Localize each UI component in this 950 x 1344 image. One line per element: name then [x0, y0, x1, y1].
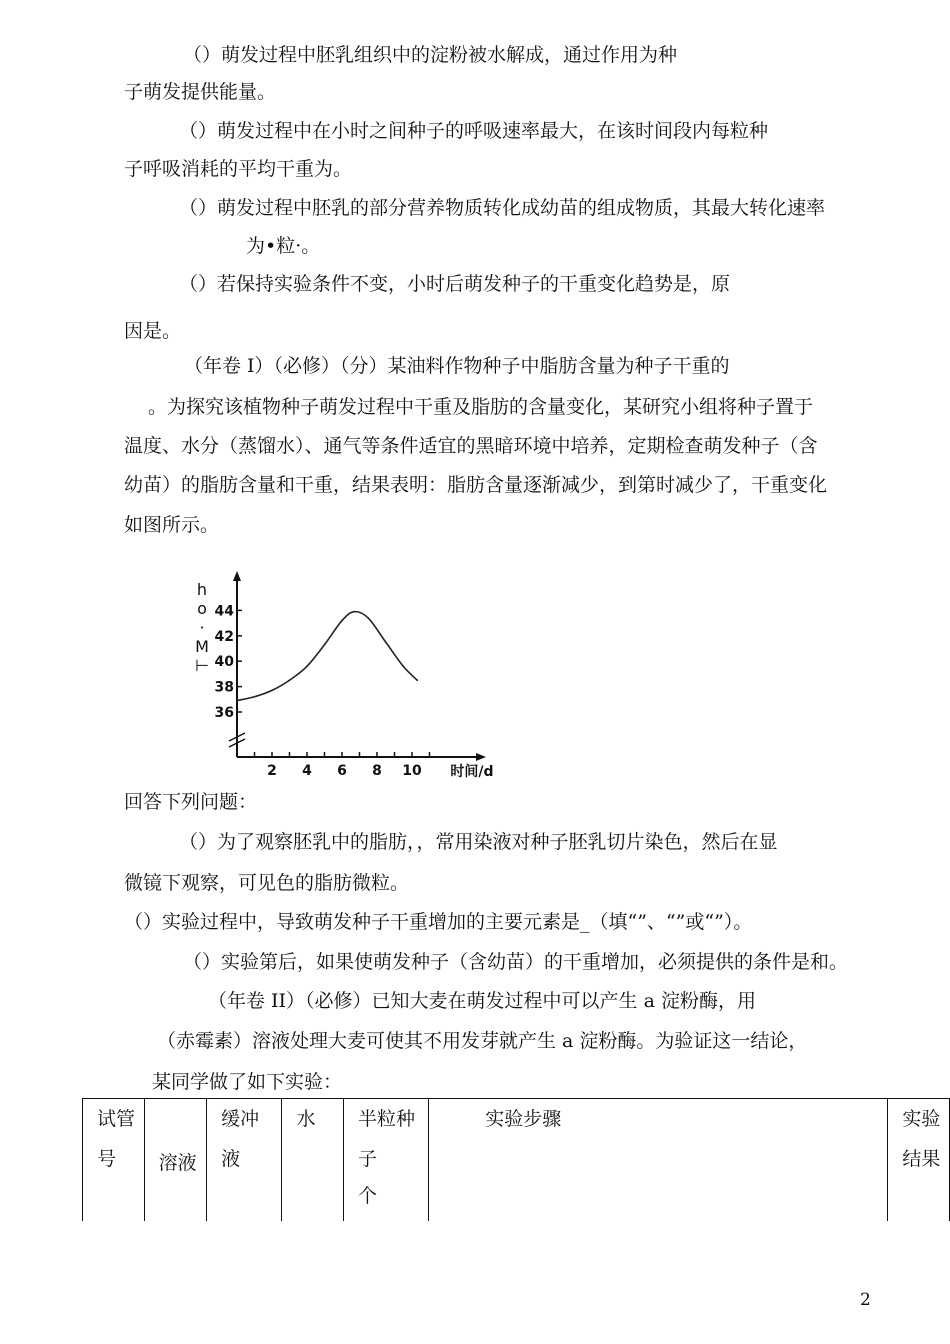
cell-text: 实验 — [902, 1108, 941, 1130]
y-axis-label-glyph: ⊢ — [195, 656, 209, 675]
y-axis-label-glyph: · — [199, 618, 205, 637]
paragraph-line: 微镜下观察，可见色的脂肪微粒。 — [124, 872, 410, 894]
cell-text: 水 — [296, 1108, 316, 1130]
page-number: 2 — [860, 1290, 871, 1310]
dry-weight-line-chart — [188, 565, 508, 785]
paragraph-line: （）实验过程中，导致萌发种子干重增加的主要元素是_（填“”、“”或“”）。 — [124, 911, 753, 933]
cell-text: 结果 — [902, 1148, 941, 1170]
y-tick-label: 40 — [214, 654, 234, 671]
data-point — [385, 641, 387, 643]
data-point — [416, 679, 418, 681]
paragraph-line: （赤霉素）溶液处理大麦可使其不用发芽就产生 a 淀粉酶。为验证这一结论， — [157, 1030, 808, 1052]
x-tick-label: 6 — [337, 763, 347, 779]
data-point — [306, 665, 308, 667]
x-axis-arrow — [476, 753, 486, 761]
paragraph-line: 。为探究该植物种子萌发过程中干重及脂肪的含量变化，某研究小组将种子置于 — [148, 396, 814, 418]
dry-weight-series-line — [237, 612, 417, 701]
y-axis-arrow — [233, 571, 241, 581]
table-header-cell — [207, 1099, 282, 1222]
data-point — [271, 690, 273, 692]
y-tick-label: 36 — [214, 705, 234, 721]
y-tick-label: 44 — [214, 603, 234, 620]
table-header-cell — [344, 1099, 429, 1222]
data-point — [289, 679, 291, 681]
table-header-cell — [144, 1099, 207, 1222]
data-point — [254, 696, 256, 698]
paragraph-line: （）为了观察胚乳中的脂肪，，常用染液对种子胚乳切片染色，然后在显 — [179, 831, 778, 853]
data-point — [367, 617, 369, 619]
cell-text: 液 — [221, 1148, 241, 1170]
cell-text: 缓冲 — [221, 1108, 260, 1130]
cell-text: 号 — [97, 1148, 117, 1170]
paragraph-line: 如图所示。 — [124, 514, 220, 536]
x-tick-label: 4 — [302, 763, 312, 779]
cell-text: 个 — [358, 1185, 378, 1207]
x-tick-label: 10 — [402, 763, 422, 779]
data-point — [353, 611, 355, 613]
table-header-cell — [83, 1099, 145, 1222]
paragraph-line: （年卷 I）（必修）（分）某油料作物种子中脂肪含量为种子干重的 — [184, 355, 730, 377]
cell-text: 半粒种 — [358, 1108, 416, 1130]
x-tick-label: 2 — [267, 763, 277, 779]
table-header-row — [83, 1099, 950, 1222]
cell-text: 子 — [358, 1148, 378, 1170]
paragraph-line: 子萌发提供能量。 — [124, 81, 277, 103]
paragraph-line: 温度、水分（蒸馏水）、通气等条件适宜的黑暗环境中培养，定期检查萌发种子（含 — [124, 435, 818, 457]
paragraph-line: 因是。 — [124, 320, 182, 342]
data-point — [324, 644, 326, 646]
paragraph-line: （）萌发过程中胚乳的部分营养物质转化成幼苗的组成物质，其最大转化速率 — [179, 197, 826, 219]
y-axis-label-glyph: o — [197, 599, 207, 618]
cell-text — [159, 1099, 207, 1139]
data-point — [402, 665, 404, 667]
y-tick-label: 38 — [214, 679, 234, 696]
data-point — [236, 700, 238, 702]
y-axis-label-glyph: h — [196, 580, 208, 599]
paragraph-line: （）萌发过程中胚乳组织中的淀粉被水解成，通过作用为种 — [183, 44, 678, 66]
cell-text: 实验步骤 — [485, 1108, 562, 1130]
table-header-cell — [429, 1099, 888, 1222]
data-point — [341, 620, 343, 622]
paragraph-line: 某同学做了如下实验： — [152, 1071, 343, 1093]
paragraph-line: 幼苗）的脂肪含量和干重，结果表明：脂肪含量逐渐减少，到第时减少了，干重变化 — [124, 474, 828, 496]
table-header-cell — [282, 1099, 344, 1222]
paragraph-line: （）若保持实验条件不变，小时后萌发种子的干重变化趋势是，原 — [179, 273, 731, 295]
experiment-table — [82, 1098, 950, 1221]
x-axis-label: 时间/d — [450, 764, 494, 780]
paragraph-line: （年卷 II）（必修）已知大麦在萌发过程中可以产生 a 淀粉酶，用 — [208, 990, 756, 1012]
y-axis-label-glyph: M — [195, 637, 209, 656]
paragraph-line: 为•粒·。 — [246, 235, 321, 257]
paragraph-line: （）萌发过程中在小时之间种子的呼吸速率最大，在该时间段内每粒种 — [179, 120, 769, 142]
y-tick-label: 42 — [214, 628, 234, 645]
paragraph-line: 子呼吸消耗的平均干重为。 — [124, 158, 353, 180]
table-header-cell — [888, 1099, 950, 1222]
paragraph-line: 回答下列问题： — [124, 791, 258, 813]
x-tick-label: 8 — [372, 763, 382, 779]
cell-text: 溶液 — [158, 1152, 197, 1174]
paragraph-line: （）实验第后，如果使萌发种子（含幼苗）的干重增加，必须提供的条件是和。 — [183, 951, 849, 973]
cell-text: 试管 — [97, 1108, 136, 1130]
